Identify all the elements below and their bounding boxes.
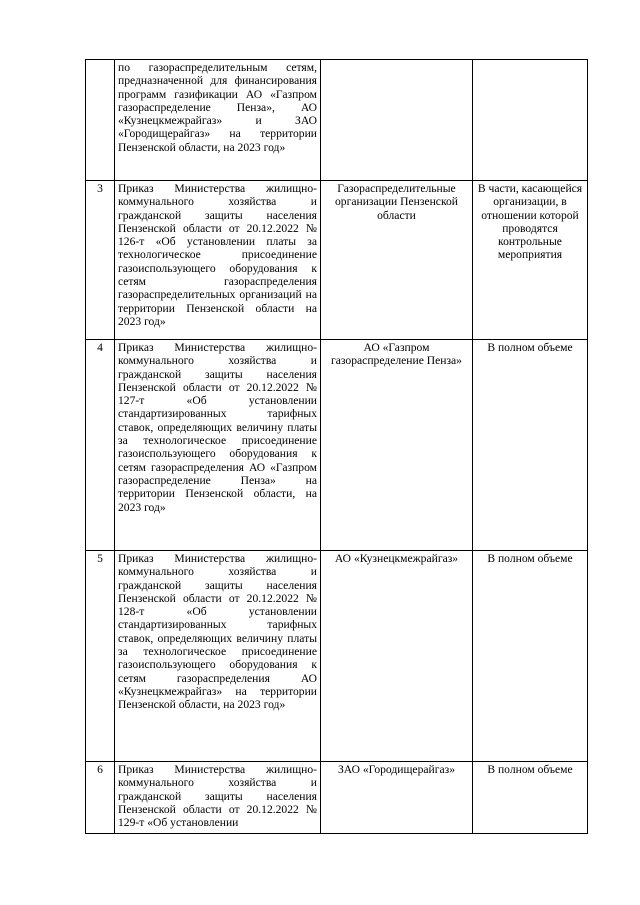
row-number: 3: [86, 181, 115, 340]
extent-cell: [473, 60, 588, 181]
regulations-table: [85, 59, 588, 834]
row-number: 5: [86, 551, 115, 762]
extent-cell: В полном объеме: [473, 340, 588, 551]
document-title: Приказ Министерства жилищно-коммунального хозяйства и гражданской защиты населения Пензенской области от 20.12.2022 № 129-т «Об установлении: [115, 762, 321, 834]
organization-cell: АО «Кузнецкмежрайгаз»: [321, 551, 473, 762]
row-number: 4: [86, 340, 115, 551]
organization-cell: [321, 60, 473, 181]
extent-cell: В полном объеме: [473, 551, 588, 762]
table-row: [86, 762, 588, 834]
row-number: 6: [86, 762, 115, 834]
document-title: Приказ Министерства жилищно-коммунального хозяйства и гражданской защиты населения Пензенской области от 20.12.2022 № 127-т «Об установлении стандартизированных тарифных ставок, определяющих величину платы за технологическое присоединение газоиспользующего оборудования к сетям газораспределения АО «Газпром газораспределение Пенза» на территории Пензенской области, на 2023 год»: [115, 340, 321, 551]
table-row: [86, 551, 588, 762]
table-row: [86, 340, 588, 551]
organization-cell: ЗАО «Городищерайгаз»: [321, 762, 473, 834]
table-row: [86, 60, 588, 181]
table-row: [86, 181, 588, 340]
document-title: по газораспределительным сетям, предназначенной для финансирования программ газификации АО «Газпром газораспределение Пенза», АО «Кузнецкмежрайгаз» и ЗАО «Городищерайгаз» на территории Пензенской области, на 2023 год»: [115, 60, 321, 181]
document-title: Приказ Министерства жилищно-коммунального хозяйства и гражданской защиты населения Пензенской области от 20.12.2022 № 128-т «Об установлении стандартизированных тарифных ставок, определяющих величину платы за технологическое присоединение газоиспользующего оборудования к сетям газораспределения АО «Кузнецкмежрайгаз» на территории Пензенской области, на 2023 год»: [115, 551, 321, 762]
row-number: [86, 60, 115, 181]
extent-cell: В части, касающейся организации, в отношении которой проводятся контрольные мероприятия: [473, 181, 588, 340]
organization-cell: Газораспределительные организации Пензенской области: [321, 181, 473, 340]
extent-cell: В полном объеме: [473, 762, 588, 834]
document-title: Приказ Министерства жилищно-коммунального хозяйства и гражданской защиты населения Пензенской области от 20.12.2022 № 126-т «Об установлении платы за технологическое присоединение газоиспользующего оборудования к сетям газораспределения газораспределительных организаций на территории Пензенской области на 2023 год»: [115, 181, 321, 340]
organization-cell: АО «Газпром газораспределение Пенза»: [321, 340, 473, 551]
